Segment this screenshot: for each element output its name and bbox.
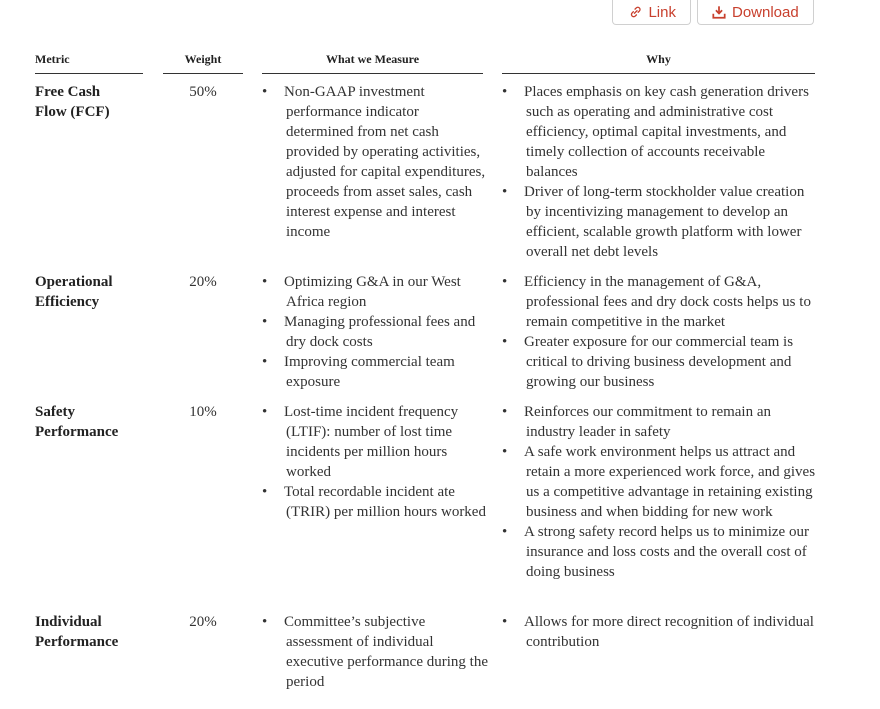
- why-item: • Allows for more direct recognition of individual contribution: [502, 612, 818, 652]
- why-list: [502, 82, 818, 262]
- link-icon: [629, 5, 642, 19]
- why-item: • A safe work environment helps us attract and retain a more experienced work force, and gives us a competitive advantage in retaining existing business and when bidding for new work: [502, 442, 818, 522]
- why-item: • Reinforces our commitment to remain an industry leader in safety: [502, 402, 818, 442]
- metric-weight: 10%: [189, 404, 217, 420]
- why-list: [502, 402, 818, 582]
- header-weight: Weight: [184, 52, 222, 66]
- measure-list: [262, 612, 490, 692]
- header-measure: What we Measure: [325, 52, 420, 66]
- header-divider-metric: [35, 73, 143, 74]
- metric-name: Safety Performance: [35, 404, 119, 440]
- why-item: • A strong safety record helps us to minimize our insurance and loss costs and the overall cost of doing business: [502, 522, 818, 582]
- measure-item: • Non-GAAP investment performance indicator determined from net cash provided by operating activities, adjusted for capital expenditures, proceeds from asset sales, cash interest expense and interest income: [262, 82, 490, 242]
- header-divider-measure: [262, 73, 483, 74]
- header-why: Why: [646, 52, 671, 66]
- why-item: • Greater exposure for our commercial team is critical to driving business development and growing our business: [502, 332, 818, 392]
- why-item: • Efficiency in the management of G&A, professional fees and dry dock costs helps us to remain competitive in the market: [502, 272, 818, 332]
- why-list: [502, 612, 818, 652]
- why-item: • Driver of long-term stockholder value creation by incentivizing management to develop an efficient, scalable growth platform with lower overall net debt levels: [502, 182, 818, 262]
- metric-name: Free Cash Flow (FCF): [35, 84, 110, 120]
- document-toolbar: [612, 0, 814, 25]
- measure-item: • Managing professional fees and dry dock costs: [262, 312, 490, 352]
- metric-weight: 50%: [189, 84, 217, 100]
- measure-list: [262, 82, 490, 242]
- measure-item: • Optimizing G&A in our West Africa region: [262, 272, 490, 312]
- download-icon: [712, 5, 726, 19]
- measure-item: • Total recordable incident ate (TRIR) per million hours worked: [262, 482, 490, 522]
- link-button-label: Link: [648, 3, 676, 21]
- header-divider-why: [502, 73, 815, 74]
- measure-item: • Committee’s subjective assessment of individual executive performance during the period: [262, 612, 490, 692]
- link-button[interactable]: [612, 0, 691, 25]
- metric-name: Individual Performance: [35, 614, 119, 650]
- measure-item: • Lost-time incident frequency (LTIF): number of lost time incidents per million hours worked: [262, 402, 490, 482]
- measure-item: • Improving commercial team exposure: [262, 352, 490, 392]
- download-button-label: Download: [732, 3, 799, 21]
- header-divider-weight: [163, 73, 243, 74]
- why-list: [502, 272, 818, 392]
- why-item: • Places emphasis on key cash generation drivers such as operating and administrative cost efficiency, optimal capital investments, and timely collection of accounts receivable balances: [502, 82, 818, 182]
- measure-list: [262, 272, 490, 392]
- measure-list: [262, 402, 490, 522]
- header-metric: Metric: [35, 52, 70, 66]
- download-button[interactable]: [697, 0, 814, 25]
- metric-weight: 20%: [189, 614, 217, 630]
- metric-name: Operational Efficiency: [35, 274, 113, 310]
- metric-weight: 20%: [189, 274, 217, 290]
